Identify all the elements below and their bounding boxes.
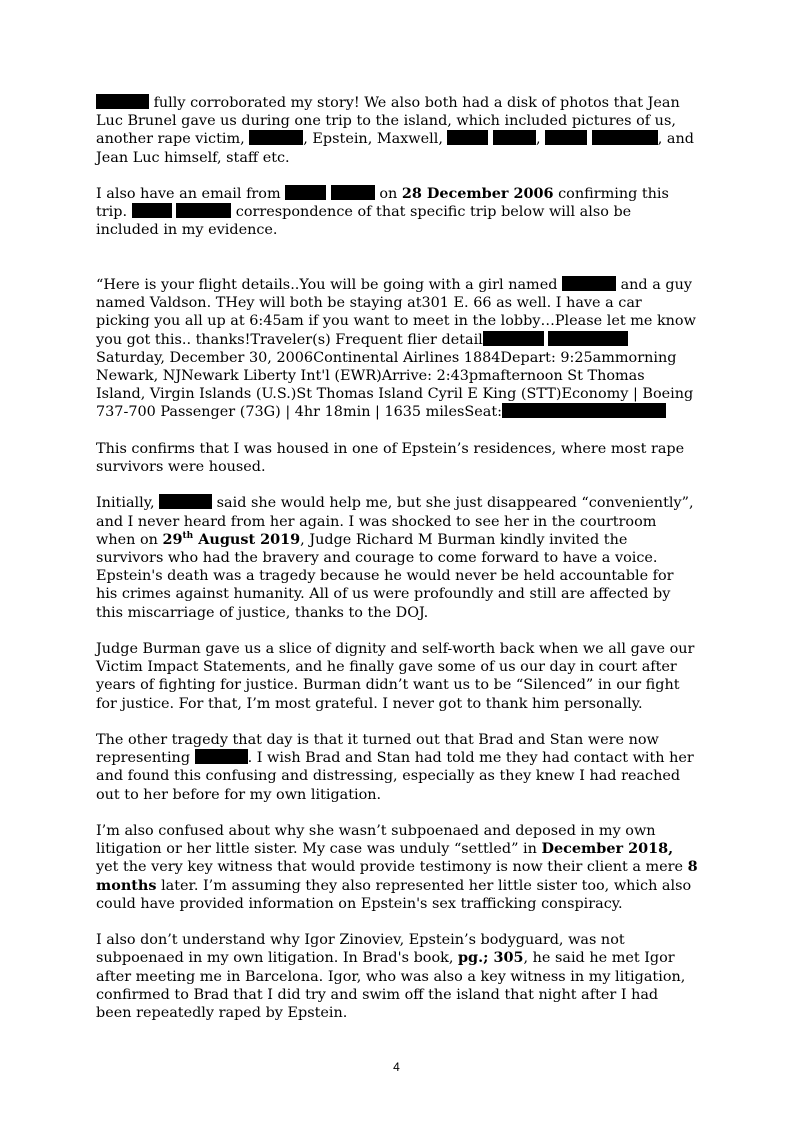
redaction-bar — [195, 749, 248, 764]
date-day: 29 — [162, 530, 183, 548]
paragraph-corroboration — [96, 94, 698, 167]
redaction-bar — [592, 130, 658, 145]
text-run: yet the very key witness that would provide testimony is now their client a mere — [96, 859, 688, 876]
text-run: , — [536, 131, 546, 148]
redaction-bar — [548, 331, 628, 346]
redaction-bar — [96, 94, 149, 109]
bold-date: December 2018, — [541, 840, 674, 858]
text-run: The other tragedy that day is that it turned out that Brad and Stan were now representing — [96, 732, 659, 767]
text-run: fully corroborated my story! We also both had a disk of photos that Jean Luc Brunel gave us during one trip to the island, which included pictures of us, another rape victim, — [96, 95, 680, 148]
text-run: , he said he met Igor after meeting me in Barcelona. Igor, who was also a key witness in my litigation, confirmed to Brad that I did try and swim off the island that night after I had been repeatedly raped by Epstein. — [96, 950, 686, 1022]
paragraph-other-tragedy — [96, 731, 698, 804]
text-run: , Epstein, Maxwell, — [303, 131, 448, 148]
text-run: later. I’m assuming they also represented her little sister too, which also could have provided information on Epstein's sex trafficking conspiracy. — [96, 877, 692, 912]
page-number: 4 — [393, 1060, 400, 1074]
redaction-bar — [545, 130, 587, 145]
redaction-bar — [159, 494, 212, 509]
redaction-bar — [132, 203, 172, 218]
paragraph-judge-burman — [96, 640, 698, 713]
text-run: I’m also confused about why she wasn’t subpoenaed and deposed in my own litigation or her little sister. My case was unduly “settled” in — [96, 823, 656, 858]
bold-page-ref: pg.; 305 — [457, 949, 524, 967]
text-run: , and Jean Luc himself, staff etc. — [96, 131, 694, 166]
paragraph-flight-details — [96, 276, 698, 422]
text-run: Judge Burman gave us a slice of dignity and self-worth back when we all gave our Victim Impact Statements, and he finally gave some of us our day in court after years of fighting for justice. Burman didn’t want us to be “Silenced” in our fight for justice. For that, I’m most grateful. I never got to thank him personally. — [96, 641, 695, 712]
date-rest: August 2019 — [193, 530, 301, 548]
paragraph-courtroom — [96, 494, 698, 621]
text-run: correspondence of that specific trip below will also be included in my evidence. — [96, 204, 632, 239]
text-run: “Here is your flight details..You will be going with a girl named — [96, 277, 562, 293]
text-run: Initially, — [96, 495, 160, 512]
redaction-bar — [502, 403, 666, 418]
bold-date — [162, 531, 300, 548]
redaction-bar — [447, 130, 488, 145]
redaction-bar — [176, 203, 231, 218]
redaction-bar — [285, 185, 326, 200]
redaction-bar — [331, 185, 375, 200]
text-run: , Judge Richard M Burman kindly invited the survivors who had the bravery and courage to come forward to have a voice. Epstein's death was a tragedy because he would never be held accountable for his crimes against humanity. All of us were profoundly and still are affected by this miscarriage of justice, thanks to the DOJ. — [96, 531, 674, 621]
text-run: and a guy named Valdson. THey will both be staying at301 E. 66 as well. I have a car picking you all up at 6:45am if you want to meet in the lobby…Please let me know you got this.. thanks!Traveler(s) Frequent flier detail — [96, 277, 696, 348]
paragraph-bodyguard — [96, 931, 698, 1022]
redaction-bar — [562, 276, 616, 291]
bold-date: 28 December 2006 — [401, 185, 554, 202]
paragraph-subpoena — [96, 822, 698, 913]
text-run: confirming this trip. — [96, 186, 669, 221]
text-run: I also don’t understand why Igor Zinoviev, Epstein’s bodyguard, was not subpoenaed in my own litigation. In Brad's book, — [96, 932, 625, 967]
text-run: on — [374, 186, 402, 202]
date-ordinal: th — [182, 530, 194, 541]
redaction-bar — [249, 130, 303, 145]
redaction-bar — [483, 331, 544, 346]
paragraph-housed — [96, 440, 698, 476]
paragraph-email — [96, 185, 698, 240]
text-run: This confirms that I was housed in one of Epstein’s residences, where most rape survivors were housed. — [96, 440, 685, 476]
redaction-bar — [493, 130, 536, 145]
text-run: Saturday, December 30, 2006Continental Airlines 1884Depart: 9:25ammorning Newark, NJNewark Liberty Int'l (EWR)Arrive: 2:43pmafternoon St Thomas Island, Virgin Islands (U.S.)St Thomas Island Cyril E King (STT)Economy | Boeing 737-700 Passenger (73G) | 4hr 18min | 1635 milesSeat: — [96, 349, 694, 421]
text-run: said she would help me, but she just disappeared “conveniently”, and I never heard from her again. I was shocked to see her in the courtroom when on — [96, 495, 694, 548]
text-run: I also have an email from — [96, 186, 286, 202]
document-body — [96, 94, 698, 1040]
text-run: . I wish Brad and Stan had told me they had contact with her and found this confusing and distressing, especially as they knew I had reached out to her before for my own litigation. — [96, 750, 694, 803]
bold-duration: 8 months — [96, 858, 698, 894]
